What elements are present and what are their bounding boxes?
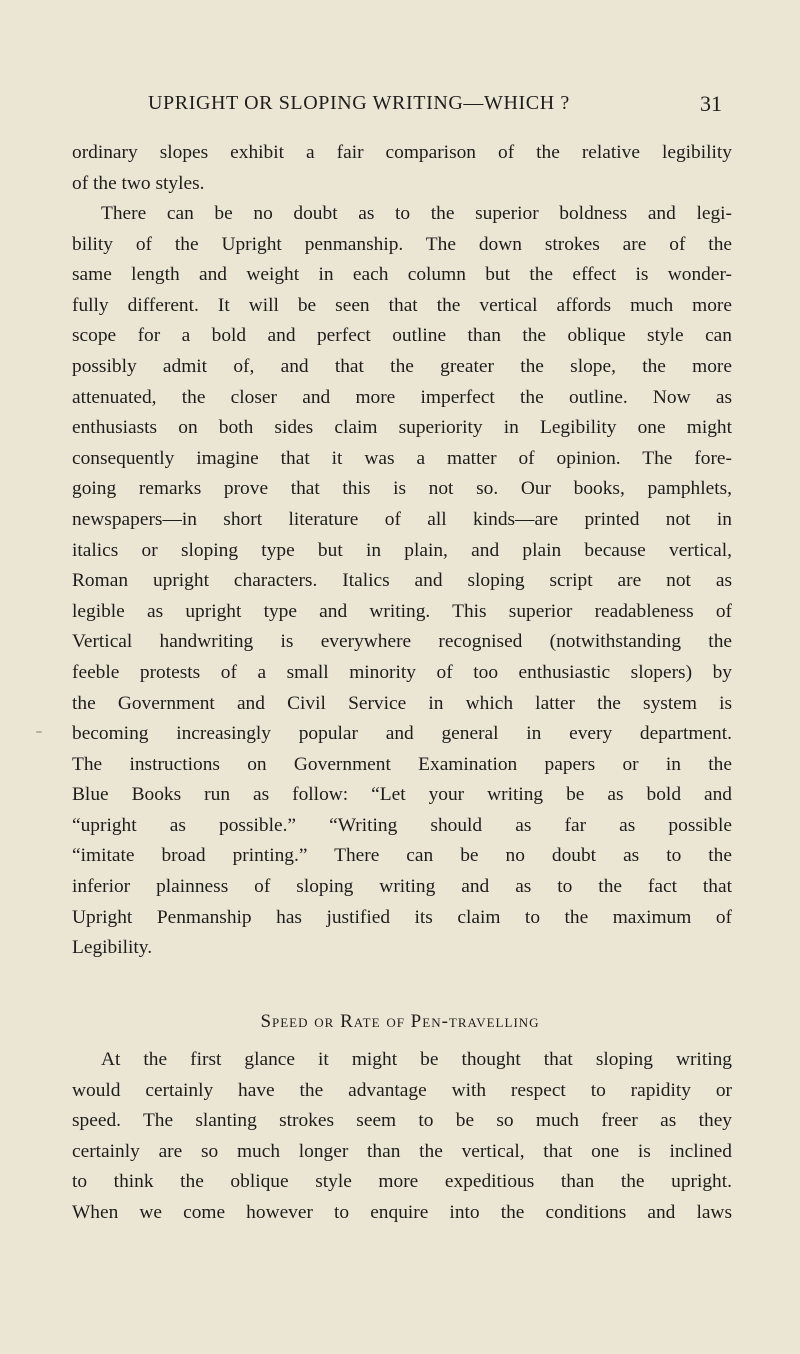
text-line: going remarks prove that this is not so. Our books, pamphlets, bbox=[72, 478, 732, 500]
text-line: When we come however to enquire into the conditions and laws bbox=[72, 1201, 732, 1223]
running-head bbox=[0, 92, 800, 122]
text-line: enthusiasts on both sides claim superiority in Legibility one might bbox=[72, 417, 732, 439]
text-line: scope for a bold and perfect outline than the oblique style can bbox=[72, 325, 732, 347]
running-title: UPRIGHT OR SLOPING WRITING—WHICH ? bbox=[148, 92, 570, 114]
text-line: attenuated, the closer and more imperfect the outline. Now as bbox=[72, 386, 732, 408]
text-line: inferior plainness of sloping writing and as to the fact that bbox=[72, 876, 732, 898]
text-line: Vertical handwriting is everywhere recognised (notwithstanding the bbox=[72, 631, 732, 653]
text-line: italics or sloping type but in plain, and plain because vertical, bbox=[72, 539, 732, 561]
text-line: to think the oblique style more expeditious than the upright. bbox=[72, 1171, 732, 1193]
text-line: fully different. It will be seen that the vertical affords much more bbox=[72, 294, 732, 316]
text-line: The instructions on Government Examination papers or in the bbox=[72, 753, 732, 775]
text-line: newspapers—in short literature of all kinds—are printed not in bbox=[72, 508, 732, 530]
text-line: of the two styles. bbox=[72, 172, 205, 194]
text-line: ordinary slopes exhibit a fair comparison of the relative legibility bbox=[72, 142, 732, 163]
text-line: speed. The slanting strokes seem to be so much freer as they bbox=[72, 1110, 732, 1132]
text-line: would certainly have the advantage with respect to rapidity or bbox=[72, 1079, 732, 1101]
text-line: “upright as possible.” “Writing should as far as possible bbox=[72, 814, 732, 836]
text-line: becoming increasingly popular and general in every department. bbox=[72, 723, 732, 745]
paper-mark bbox=[36, 731, 42, 733]
text-line: Roman upright characters. Italics and sloping script are not as bbox=[72, 570, 732, 592]
text-line: consequently imagine that it was a matter of opinion. The fore- bbox=[72, 447, 732, 469]
paragraph-speed bbox=[72, 1045, 732, 1229]
text-line: same length and weight in each column but the effect is wonder- bbox=[72, 264, 732, 286]
paragraph-continuation bbox=[72, 138, 732, 199]
text-line: feeble protests of a small minority of too enthusiastic slopers) by bbox=[72, 661, 732, 683]
text-line: There can be no doubt as to the superior boldness and legi- bbox=[101, 203, 732, 224]
text-line: certainly are so much longer than the vertical, that one is inclined bbox=[72, 1140, 732, 1162]
page-number: 31 bbox=[700, 91, 722, 116]
text-line: “imitate broad printing.” There can be no doubt as to the bbox=[72, 845, 732, 867]
text-line: Blue Books run as follow: “Let your writing be as bold and bbox=[72, 784, 732, 806]
text-line: At the first glance it might be thought that sloping writing bbox=[101, 1049, 732, 1070]
text-line: legible as upright type and writing. This superior readableness of bbox=[72, 600, 732, 622]
paragraph-legibility bbox=[72, 199, 732, 964]
text-line: possibly admit of, and that the greater the slope, the more bbox=[72, 355, 732, 377]
text-line: the Government and Civil Service in which latter the system is bbox=[72, 692, 732, 714]
text-line: bility of the Upright penmanship. The down strokes are of the bbox=[72, 233, 732, 255]
section-heading: Speed or Rate of Pen-travelling bbox=[260, 1011, 540, 1032]
text-line: Upright Penmanship has justified its claim to the maximum of bbox=[72, 906, 732, 928]
text-line: Legibility. bbox=[72, 937, 153, 959]
